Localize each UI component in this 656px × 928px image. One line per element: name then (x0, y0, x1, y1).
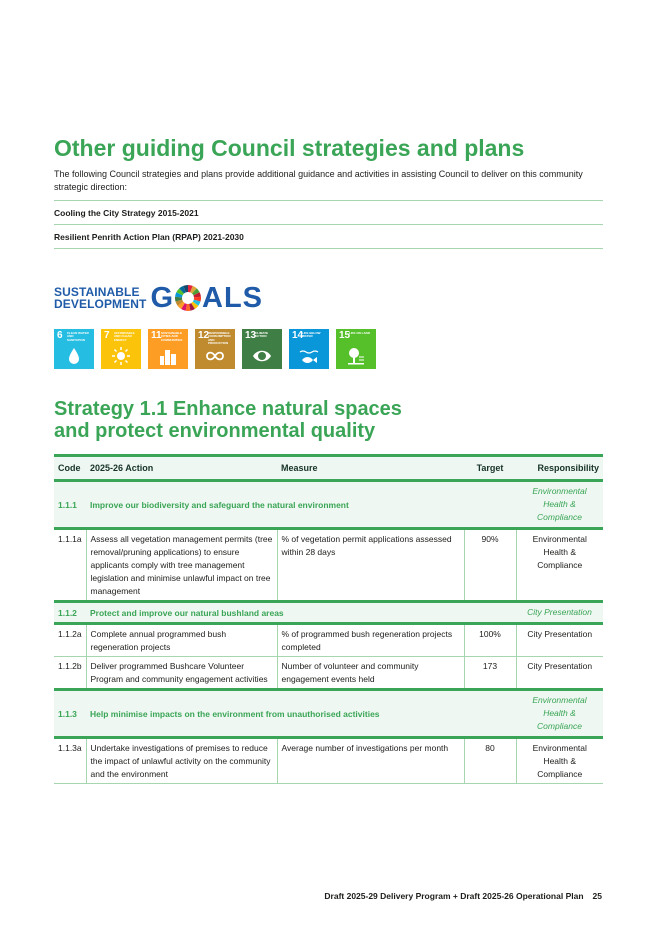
objective-row (54, 690, 603, 738)
header-target: Target (464, 456, 516, 481)
eye-globe-icon (252, 346, 272, 366)
sdg-goal-tiles (54, 329, 376, 369)
action-text: Undertake investigations of premises to reduce the impact of unlawful activity on the community and the environment (86, 738, 277, 784)
water-drop-icon (64, 346, 84, 366)
objective-responsibility: Environmental Health & Compliance (516, 690, 603, 738)
sdg-logo (54, 283, 263, 313)
sdg-tile-number: 15 (339, 330, 351, 341)
sdg-tile-number: 13 (245, 330, 257, 341)
sdg-tile-13 (242, 329, 282, 369)
target-value: 100% (464, 624, 516, 657)
objective-title: Improve our biodiversity and safeguard the natural environment (86, 481, 516, 529)
sdg-color-wheel-icon (175, 285, 201, 311)
sdg-tile-label: LIFE ON LAND (349, 331, 370, 335)
sdg-tile-label: RESPONSIBLE CONSUMPTION AND PRODUCTION (208, 331, 231, 346)
action-code: 1.1.1a (54, 529, 86, 602)
goals-letters: ALS (202, 281, 264, 314)
table-row (54, 738, 603, 784)
objective-code: 1.1.3 (54, 690, 86, 738)
sdg-tile-6 (54, 329, 94, 369)
action-text: Assess all vegetation management permits (tree removal/pruning applications) to ensure applicants comply with tree management legislation and minimise unlawful impact on tree management (86, 529, 277, 602)
action-code: 1.1.2b (54, 657, 86, 690)
sdg-logo-line2: DEVELOPMENT (54, 297, 147, 311)
sdg-tile-label: LIFE BELOW WATER (302, 331, 321, 339)
action-code: 1.1.2a (54, 624, 86, 657)
sdg-tile-label: AFFORDABLE AND CLEAN ENERGY (114, 331, 135, 342)
objective-title: Protect and improve our natural bushland areas (86, 602, 516, 624)
sun-icon (111, 346, 131, 366)
sdg-tile-11 (148, 329, 188, 369)
objective-code: 1.1.1 (54, 481, 86, 529)
intro-paragraph: The following Council strategies and plans provide additional guidance and activities in assisting Council to deliver on this community strategic direction: (54, 169, 583, 192)
actions-table (54, 454, 603, 784)
responsibility-text: Environmental Health & Compliance (516, 529, 603, 602)
sdg-tile-number: 12 (198, 330, 210, 341)
responsibility-text: Environmental Health & Compliance (516, 738, 603, 784)
city-icon (158, 346, 178, 366)
header-action: 2025-26 Action (86, 456, 277, 481)
responsibility-text: City Presentation (516, 657, 603, 690)
table-header-row (54, 456, 603, 481)
sdg-tile-label: SUSTAINABLE CITIES AND COMMUNITIES (161, 331, 183, 342)
fish-icon (299, 346, 319, 366)
measure-text: % of vegetation permit applications assessed within 28 days (277, 529, 464, 602)
target-value: 173 (464, 657, 516, 690)
action-text: Deliver programmed Bushcare Volunteer Program and community engagement activities (86, 657, 277, 690)
target-value: 80 (464, 738, 516, 784)
table-row (54, 657, 603, 690)
strategy-title (54, 398, 554, 442)
footer-title: Draft 2025-29 Delivery Program + Draft 2025-26 Operational Plan (324, 891, 584, 901)
strategy-title-line2: and protect environmental quality (54, 420, 376, 442)
page-number: 25 (592, 891, 602, 901)
action-code: 1.1.3a (54, 738, 86, 784)
sdg-logo-line1: SUSTAINABLE (54, 285, 140, 299)
objective-responsibility: City Presentation (516, 602, 603, 624)
objective-row (54, 602, 603, 624)
sdg-tile-number: 7 (104, 330, 110, 341)
sdg-tile-14 (289, 329, 329, 369)
page-title: Other guiding Council strategies and plans (54, 135, 525, 161)
plan-item: Resilient Penrith Action Plan (RPAP) 2021-2030 (54, 225, 603, 249)
sdg-tile-label: CLEAN WATER AND SANITATION (67, 331, 89, 342)
objective-responsibility: Environmental Health & Compliance (516, 481, 603, 529)
objective-row (54, 481, 603, 529)
goals-letter-g: G (150, 281, 175, 314)
sdg-tile-number: 6 (57, 330, 63, 341)
sdg-tile-number: 11 (151, 330, 162, 341)
table-row (54, 624, 603, 657)
measure-text: Number of volunteer and community engagement events held (277, 657, 464, 690)
tree-icon (346, 346, 366, 366)
sdg-tile-12 (195, 329, 235, 369)
target-value: 90% (464, 529, 516, 602)
measure-text: % of programmed bush regeneration projects completed (277, 624, 464, 657)
objective-code: 1.1.2 (54, 602, 86, 624)
objective-title: Help minimise impacts on the environment from unauthorised activities (86, 690, 516, 738)
infinity-icon (205, 346, 225, 366)
measure-text: Average number of investigations per month (277, 738, 464, 784)
guiding-plans-list (54, 200, 603, 249)
header-code: Code (54, 456, 86, 481)
sdg-tile-7 (101, 329, 141, 369)
plan-item: Cooling the City Strategy 2015-2021 (54, 201, 603, 225)
header-responsibility: Responsibility (516, 456, 603, 481)
action-text: Complete annual programmed bush regeneration projects (86, 624, 277, 657)
page-footer (324, 891, 602, 901)
responsibility-text: City Presentation (516, 624, 603, 657)
strategy-title-line1: Strategy 1.1 Enhance natural spaces (54, 398, 402, 420)
sdg-tile-number: 14 (292, 330, 304, 341)
sdg-tile-label: CLIMATE ACTION (255, 331, 269, 339)
header-measure: Measure (277, 456, 464, 481)
table-row (54, 529, 603, 602)
sdg-tile-15 (336, 329, 376, 369)
